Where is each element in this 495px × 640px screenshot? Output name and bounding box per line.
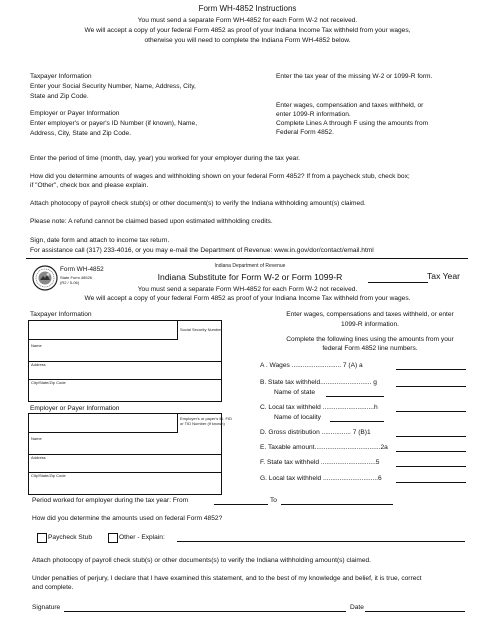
taxpayer-info-line-2: State and Zip Code. (30, 93, 89, 100)
form-attach: Attach photocopy of payroll check stub(s) or other documents(s) to verify the Indiana withholding amount(s) claimed. (32, 557, 372, 564)
period-from-field[interactable] (214, 504, 268, 505)
name-of-state-field[interactable] (326, 396, 384, 397)
instructions-intro-2: We will accept a copy of your federal Form 4852 as proof of your Indiana Income Tax withheld from your wages, (84, 27, 411, 34)
line-c-local-tax: C. Local tax withheld ............................h (260, 404, 378, 411)
instr-right-line-4: Complete Lines A through F using the amounts from (276, 120, 429, 127)
state-form-revision: (R2 / 5-06) (60, 280, 80, 285)
taxpayer-info-heading: Taxpayer Information (30, 73, 92, 80)
line-d-field[interactable] (396, 436, 466, 437)
form-taxpayer-heading: Taxpayer Information (30, 311, 92, 318)
paycheck-stub-label: Paycheck Stub (48, 534, 92, 541)
tax-year-underline (368, 282, 428, 283)
line-c-field[interactable] (396, 411, 466, 412)
instr-assist: For assistance call (317) 233-4016, or you may e-mail the Department of Revenue: www.in.gov/dor/contact/email.html (30, 247, 374, 254)
perjury-line-1: Under penalties of perjury, I declare that I have examined this statement, and to the best of my knowledge and belief, it is true, correct (32, 575, 422, 582)
period-to-field[interactable] (281, 504, 393, 505)
name-label: Name (31, 343, 42, 348)
employer-city-label: City/State/Zip Code (31, 473, 66, 478)
employer-box (28, 413, 232, 495)
signature-field[interactable] (64, 611, 346, 612)
instr-period: Enter the period of time (month, day, year) you worked for your employer during the tax year. (30, 155, 300, 162)
instr-note: Please note: A refund cannot be claimed based upon estimated withholding credits. (30, 218, 273, 225)
employer-id-label-1: Employer's or payer's ID, FID (180, 416, 232, 421)
instr-right-line-1: Enter the tax year of the missing W-2 or 1099-R form. (276, 73, 433, 80)
other-explain-label: Other - Explain: (119, 534, 165, 541)
employer-info-line-2: Address, City, State and Zip Code. (30, 130, 132, 137)
city-state-zip-label: City/State/Zip Code (31, 380, 66, 385)
form-title: Indiana Substitute for Form W-2 or Form 1099-R (157, 272, 343, 282)
line-g-local-tax: G. Local tax withheld ..............................6 (260, 475, 382, 482)
ssn-label: Social Security Number (180, 327, 222, 332)
instructions-intro-1: You must send a separate Form WH-4852 for each Form W-2 not received. (137, 17, 358, 24)
instr-right-line-3: enter 1099-R information. (276, 111, 351, 118)
paycheck-stub-checkbox[interactable] (37, 533, 47, 543)
form-subtitle-1: You must send a separate Form WH-4852 for each Form W-2 not received. (137, 286, 358, 293)
instr-right-line-5: Federal Form 4852. (276, 129, 334, 136)
perjury-line-2: and complete. (32, 584, 74, 591)
line-f-state-tax: F. State tax withheld ..............................5 (260, 459, 380, 466)
employer-name-label: Name (31, 436, 42, 441)
line-g-field[interactable] (396, 482, 466, 483)
other-explain-field[interactable] (177, 541, 465, 542)
line-a-field[interactable] (396, 369, 466, 370)
taxpayer-info-line-1: Enter your Social Security Number, Name, Address, City, (30, 83, 196, 90)
line-e-field[interactable] (396, 451, 466, 452)
form-subtitle-2: We will accept a copy of your federal Form 4852 as proof of your Indiana Income Tax withheld from your wages. (84, 295, 411, 302)
tax-year-label: Tax Year (427, 271, 460, 281)
how-determined-label: How did you determine the amounts used on federal Form 4852? (32, 515, 223, 522)
name-of-locality-label: Name of locality (274, 414, 321, 421)
form-right-intro-1: Enter wages, compensations and taxes withheld, or enter (286, 311, 454, 318)
employer-id-cell[interactable] (28, 413, 178, 433)
instr-how-2: if "Other", check box and please explain. (30, 182, 149, 189)
form-id: Form WH-4852 (60, 266, 104, 273)
employer-id-label-2: or TID Number (if known) (180, 421, 225, 426)
name-of-locality-field[interactable] (330, 421, 384, 422)
form-employer-heading: Employer or Payer Information (30, 405, 120, 412)
line-f-field[interactable] (396, 466, 466, 467)
employer-info-heading: Employer or Payer Information (30, 110, 120, 117)
line-b-state-tax: B. State tax withheld............................ g (260, 379, 377, 386)
period-to-label: To (270, 497, 277, 504)
instr-sign: Sign, date form and attach to income tax return. (30, 237, 170, 244)
date-field[interactable] (365, 611, 465, 612)
state-form-number: State Form 48526 (60, 275, 93, 280)
instructions-intro-3: otherwise you will need to complete the Indiana Form WH-4852 below. (144, 37, 351, 44)
other-checkbox[interactable] (108, 533, 118, 543)
address-label: Address (31, 362, 46, 367)
form-right-intro-2: 1099-R information. (341, 321, 399, 328)
section-divider (26, 258, 468, 259)
line-a-wages: A . Wages ........................... 7 (A) a (260, 362, 363, 369)
form-right-intro-3: Complete the following lines using the amounts from your (286, 336, 454, 343)
employer-address-label: Address (31, 455, 46, 460)
period-worked-label: Period worked for employer during the tax year: From (32, 497, 189, 504)
line-d-gross-distribution: D. Gross distribution ................ 7 (B)1 (260, 429, 371, 436)
date-label: Date (350, 604, 364, 611)
name-of-state-label: Name of state (274, 389, 316, 396)
instructions-title: Form WH-4852 Instructions (198, 4, 297, 13)
instr-how-1: How did you determine amounts of wages and withholding shown on your federal Form 4852? If from a paycheck stub, check box; (30, 173, 410, 180)
signature-label: Signature (32, 604, 61, 611)
line-e-taxable-amount: E. Taxable amount....................................2a (260, 444, 388, 451)
employer-info-line-1: Enter employer's or payer's ID Number (if known), Name, (30, 120, 198, 127)
department-name: Indiana Department of Revenue (214, 263, 286, 269)
form-right-intro-4: federal Form 4852 line numbers. (322, 345, 418, 352)
taxpayer-box (28, 320, 222, 402)
line-b-field[interactable] (396, 386, 466, 387)
ssn-cell[interactable] (28, 320, 178, 340)
instr-right-line-2: Enter wages, compensation and taxes withheld, or (276, 102, 424, 109)
instr-attach: Attach photocopy of payroll check stub(s) or other document(s) to verify the Indiana withholding amount(s) claimed. (30, 200, 366, 207)
